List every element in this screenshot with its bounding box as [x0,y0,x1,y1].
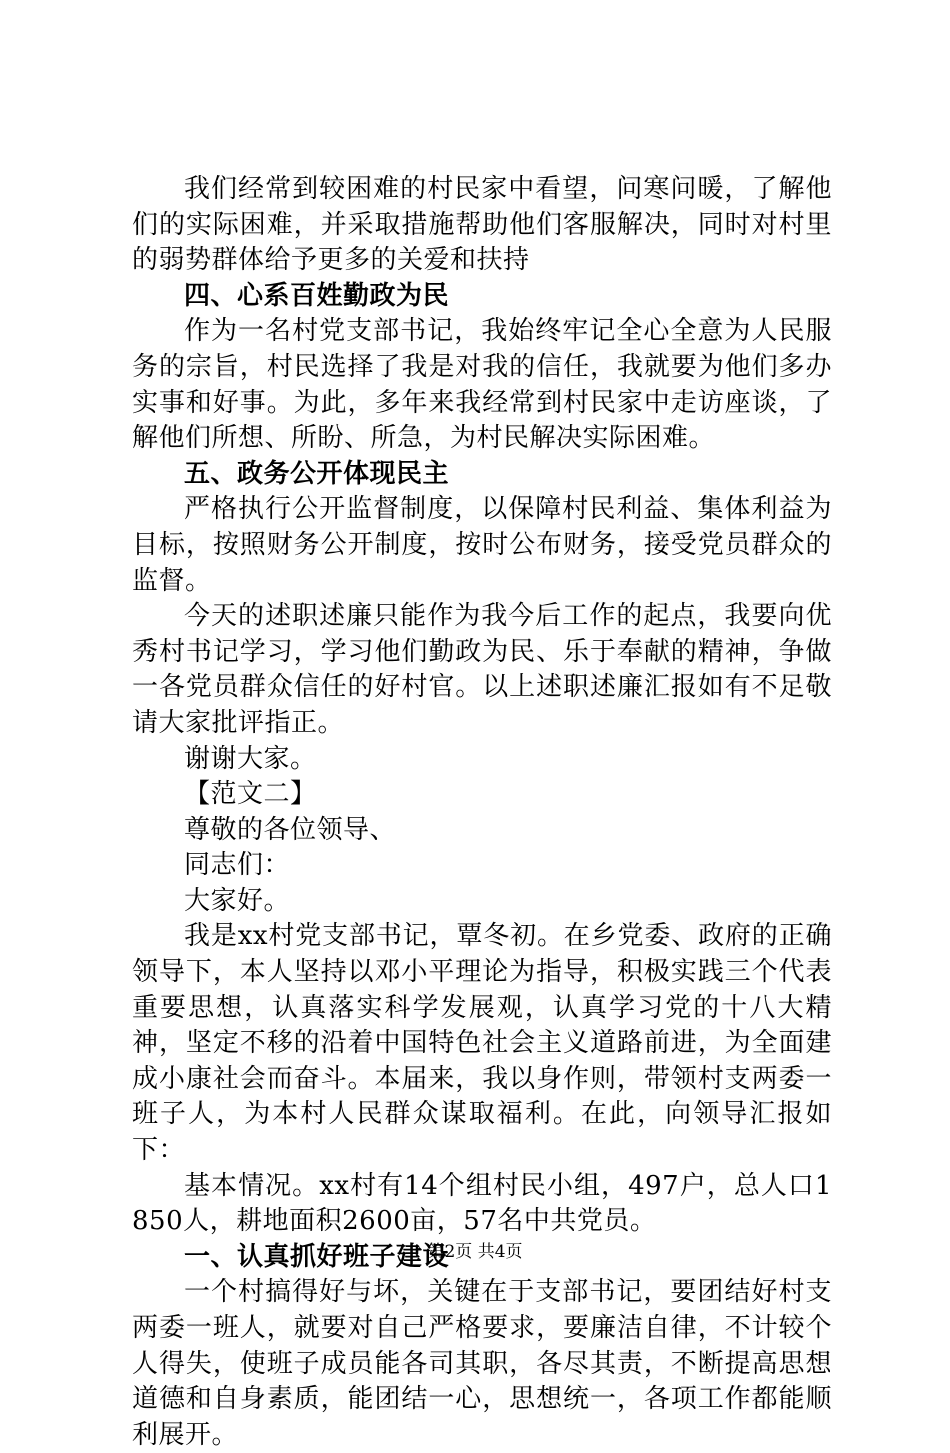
paragraph: 大家好。 [184,885,291,916]
paragraph: 今天的述职述廉只能作为我今后工作的起点，我要向优秀村书记学习，学习他们勤政为民、乐于奉献的精神，争做一各党员群众信任的好村官。以上述职述廉汇报如有不足敬请大家批评指正。 [132,601,832,738]
paragraph: 尊敬的各位领导、 [184,814,397,845]
paragraph: 我们经常到较困难的村民家中看望，问寒问暖，了解他们的实际困难，并采取措施帮助他们客服解决，同时对村里的弱势群体给予更多的关爱和扶持 [132,174,832,276]
paragraph: 同志们： [184,850,291,881]
paragraph: 【范文二】 [184,779,317,810]
paragraph: 一个村搞得好与坏，关键在于支部书记，要团结好村支两委一班人，就要对自己严格要求，要廉洁自律，不计较个人得失，使班子成员能各司其职，各尽其责，不断提高思想道德和自身素质，能团结一心，思想统一，各项工作都能顺利展开。 [132,1277,832,1450]
section-heading: 四、心系百姓勤政为民 [184,280,450,311]
paragraph: 作为一名村党支部书记，我始终牢记全心全意为人民服务的宗旨，村民选择了我是对我的信任，我就要为他们多办实事和好事。为此，多年来我经常到村民家中走访座谈，了解他们所想、所盼、所急，为村民解决实际困难。 [132,316,832,454]
page-number-footer: 第2页 共4页 [427,1242,523,1262]
section-heading: 一、认真抓好班子建设 [184,1241,450,1272]
paragraph: 基本情况。xx村有14个组村民小组，497户，总人口1850人，耕地面积2600亩，57名中共党员。 [132,1170,832,1237]
paragraph: 谢谢大家。 [184,743,317,774]
section-heading: 五、政务公开体现民主 [184,458,450,489]
paragraph: 严格执行公开监督制度，以保障村民利益、集体利益为目标，按照财务公开制度，按时公布财务，接受党员群众的监督。 [132,494,832,596]
paragraph: 我是xx村党支部书记，覃冬初。在乡党委、政府的正确领导下，本人坚持以邓小平理论为指导，积极实践三个代表重要思想，认真落实科学发展观，认真学习党的十八大精神，坚定不移的沿着中国特色社会主义道路前进，为全面建成小康社会而奋斗。本届来，我以身作则，带领村支两委一班子人，为本村人民群众谋取福利。在此，向领导汇报如下： [132,921,832,1166]
